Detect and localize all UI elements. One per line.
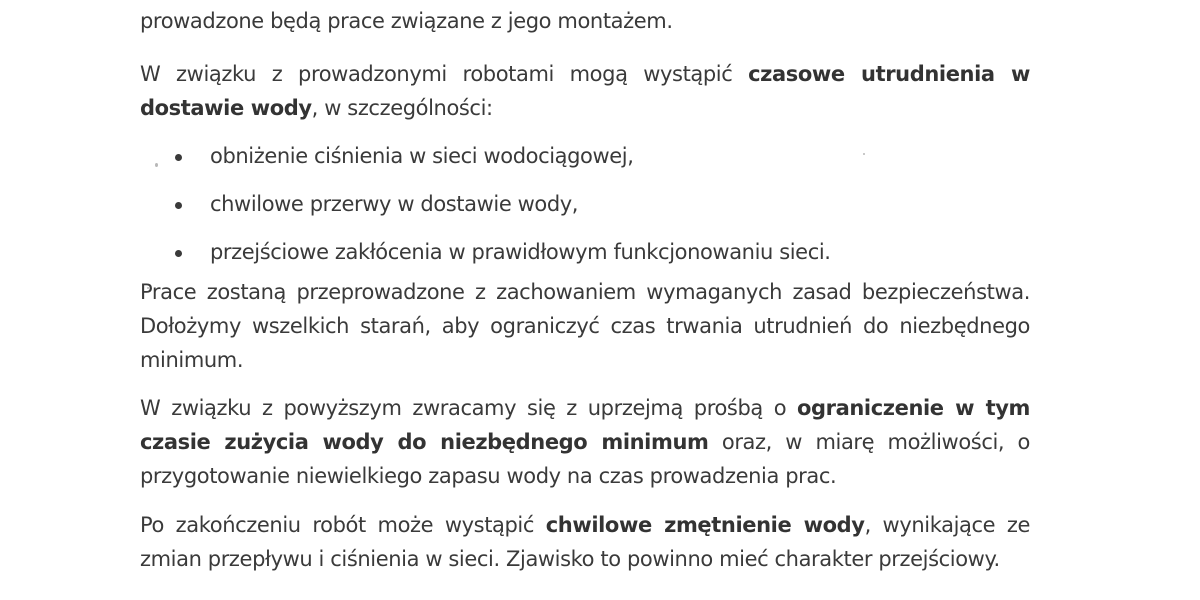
paragraph-continuation: prowadzone będą prace związane z jego montażem. — [140, 9, 673, 33]
bold-phrase: ograniczenie w tym czasie zużycia wody do niezbędnego minimum — [140, 396, 1030, 454]
paragraph-request: W związku z powyższym zwracamy się z uprzejmą prośbą o ograniczenie w tym czasie zużycia wody do niezbędnego minimum oraz, w miarę możliwości, o przygotowanie niewielkiego zapasu wody na czas prowadzenia prac. — [140, 396, 1031, 488]
disruption-list — [140, 139, 1030, 269]
document-body — [140, 0, 1030, 576]
bullet-icon — [175, 154, 182, 161]
bold-phrase: chwilowe zmętnienie wody — [545, 513, 865, 537]
bold-phrase: czasowe utrudnienia w dostawie wody — [140, 62, 1031, 120]
list-item: przejściowe zakłócenia w prawidłowym funkcjonowaniu sieci. — [140, 235, 1030, 269]
bullet-icon — [175, 202, 182, 209]
list-item: chwilowe przerwy w dostawie wody, — [140, 187, 1030, 221]
paragraph-turbidity: Po zakończeniu robót może wystąpić chwilowe zmętnienie wody, wynikające ze zmian przepływu i ciśnienia w sieci. Zjawisko to powinno mieć charakter przejściowy. — [140, 513, 1030, 571]
bullet-icon — [175, 250, 182, 257]
paragraph-disruptions: W związku z prowadzonymi robotami mogą wystąpić czasowe utrudnienia w dostawie wody, w szczególności: — [140, 62, 1031, 120]
paragraph-safety: Prace zostaną przeprowadzone z zachowaniem wymaganych zasad bezpieczeństwa. Dołożymy wszelkich starań, aby ograniczyć czas trwania utrudnień do niezbędnego minimum. — [140, 280, 1030, 372]
list-item: obniżenie ciśnienia w sieci wodociągowej, — [140, 139, 1030, 173]
